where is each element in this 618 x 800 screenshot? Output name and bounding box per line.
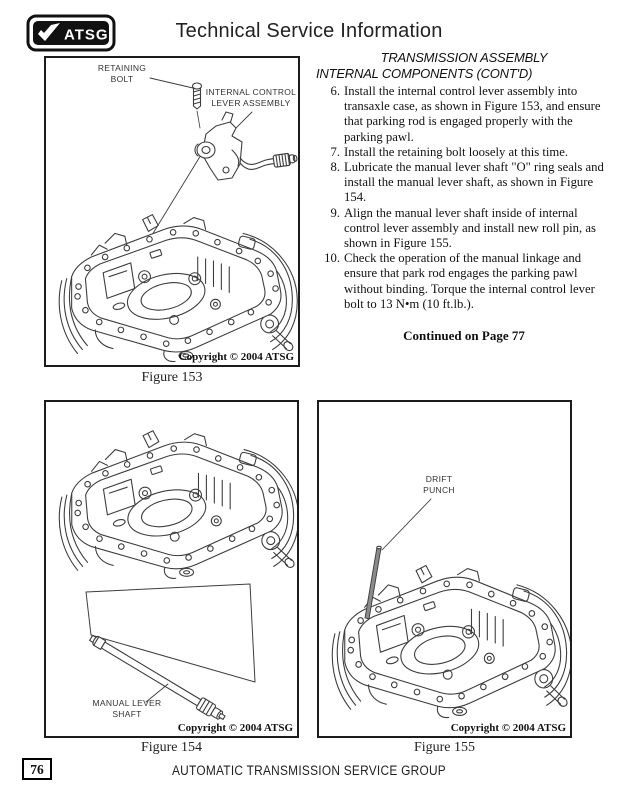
figure-155-caption: Figure 155	[413, 740, 476, 755]
figure-155-box	[317, 400, 572, 738]
leader-drift-punch	[382, 499, 431, 550]
copyright-notice: Copyright © 2004 ATSG	[178, 351, 294, 363]
step-8: 8. Lubricate the manual lever shaft "O" ring seals and install the manual lever shaft, as shown in Figure 154.	[330, 160, 604, 205]
footer-organization: AUTOMATIC TRANSMISSION SERVICE GROUP	[171, 763, 446, 778]
figure-153-caption: Figure 153	[141, 370, 203, 385]
page-title: Technical Service Information	[175, 20, 443, 42]
panel-drawing	[86, 584, 255, 682]
step-list	[316, 84, 612, 312]
section-subtitle: INTERNAL COMPONENTS (CONT'D)	[316, 66, 533, 81]
continued-note: Continued on Page 77	[403, 328, 525, 344]
figure-153-box	[44, 56, 300, 367]
label-internal-control-lever: INTERNAL CONTROL LEVER ASSEMBLY	[205, 87, 297, 109]
copyright-notice: Copyright © 2004 ATSG	[177, 722, 293, 734]
figure-154-box	[44, 400, 299, 738]
step-7: 7. Install the retaining bolt loosely at this time.	[330, 144, 569, 159]
step-6: 6. Install the internal control lever assembly into transaxle case, as shown in Figure 153, and ensure that parking rod is engaged properly with the parking pawl.	[330, 84, 601, 144]
label-manual-lever-shaft: MANUAL LEVER SHAFT	[92, 698, 162, 720]
logo-text: ATSG	[64, 26, 109, 44]
figure-154-caption: Figure 154	[140, 740, 203, 755]
step-9: 9. Align the manual lever shaft inside of internal control lever assembly and install new roll pin, as shown in Figure 155.	[330, 205, 596, 251]
section-title: TRANSMISSION ASSEMBLY	[380, 50, 548, 65]
step-10: 10. Check the operation of the manual linkage and ensure that park rod engages the parking pawl without binding. Torque the internal control lever bolt to 13 N•m (10 ft.lb.).	[324, 251, 595, 311]
label-drift-punch: DRIFT PUNCH	[423, 474, 455, 496]
figure-155-drawing	[319, 402, 570, 736]
retaining-bolt-drawing	[193, 83, 202, 128]
transaxle-case-drawing	[59, 215, 297, 362]
transaxle-case-drawing	[59, 431, 297, 579]
instructions-column	[316, 50, 612, 344]
figure-154-drawing	[46, 402, 297, 736]
copyright-notice: Copyright © 2004 ATSG	[450, 722, 566, 734]
page-number: 76	[22, 758, 52, 780]
transaxle-case-drawing	[332, 566, 570, 718]
lever-assembly-drawing	[195, 112, 298, 180]
label-retaining-bolt: RETAINING BOLT	[97, 63, 147, 85]
